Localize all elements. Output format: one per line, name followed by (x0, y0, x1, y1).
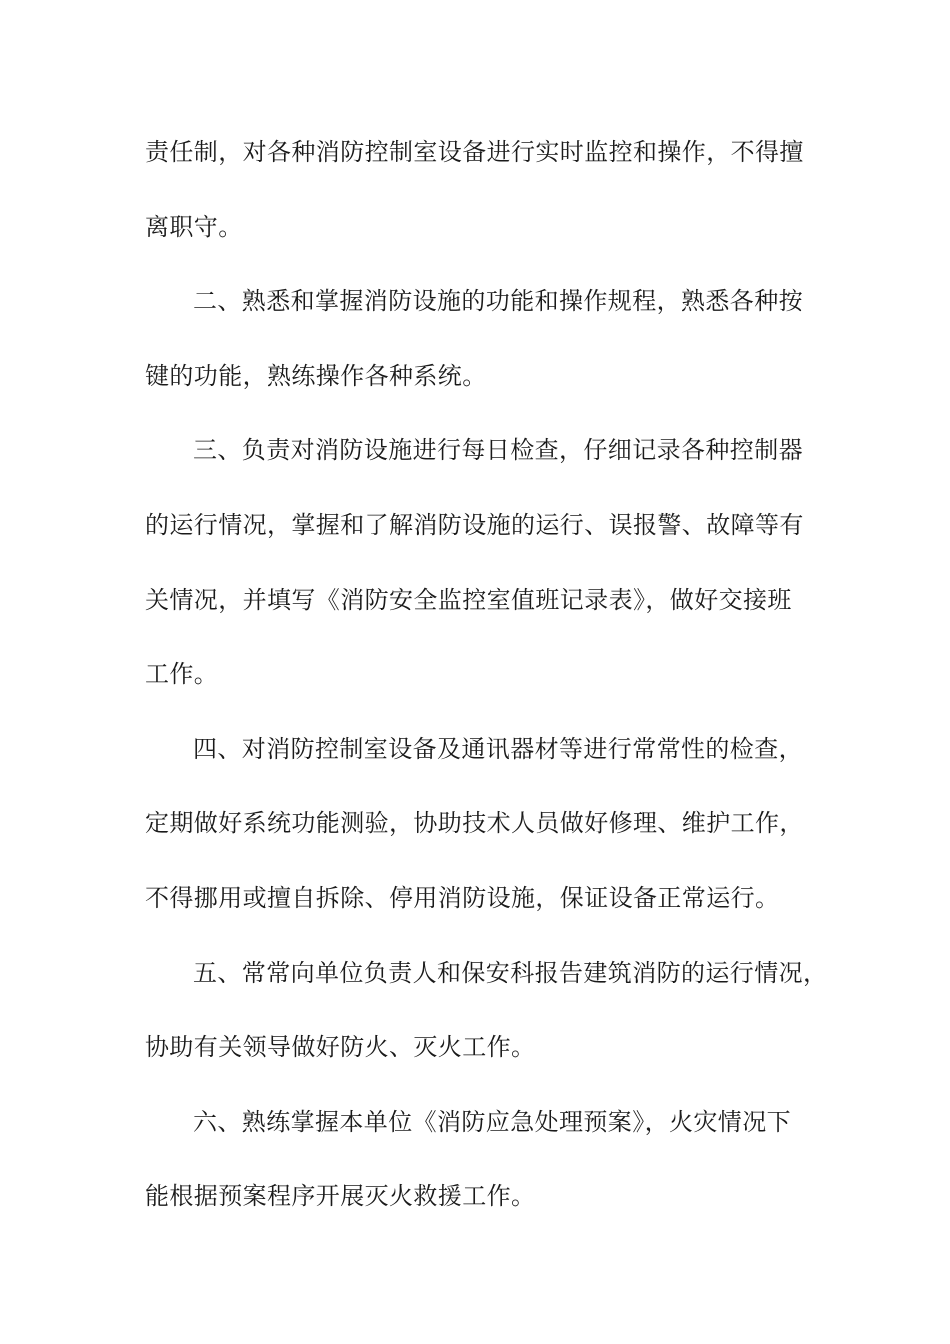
text-line: 责任制，对各种消防控制室设备进行实时监控和操作，不得擅 (145, 138, 804, 166)
text-line: 工作。 (145, 660, 219, 689)
text-line: 关情况，并填写《消防安全监控室值班记录表》，做好交接班 (145, 585, 792, 614)
text-line: 离职守。 (145, 212, 243, 241)
text-line: 定期做好系统功能测验，协助技术人员做好修理、维护工作， (145, 809, 804, 838)
text-line: 能根据预案程序开展灭火救援工作。 (145, 1182, 536, 1211)
paragraph-5-start: 五、常常向单位负责人和保安科报告建筑消防的运行情况， (193, 958, 828, 987)
body-text (145, 126, 828, 1245)
text-line: 不得挪用或擅自拆除、停用消防设施，保证设备正常运行。 (145, 883, 780, 912)
text-line: 的运行情况，掌握和了解消防设施的运行、误报警、故障等有 (145, 510, 804, 539)
paragraph-6-start: 六、熟练掌握本单位《消防应急处理预案》，火灾情况下 (193, 1107, 791, 1136)
paragraph-4-start: 四、对消防控制室设备及通讯器材等进行常常性的检查， (193, 734, 803, 763)
paragraph-2-start: 二、熟悉和掌握消防设施的功能和操作规程，熟悉各种按 (193, 287, 803, 316)
paragraph-3-start: 三、负责对消防设施进行每日检查，仔细记录各种控制器 (193, 436, 803, 465)
text-line: 协助有关领导做好防火、灭火工作。 (145, 1033, 536, 1062)
text-line: 键的功能，熟练操作各种系统。 (145, 361, 487, 390)
